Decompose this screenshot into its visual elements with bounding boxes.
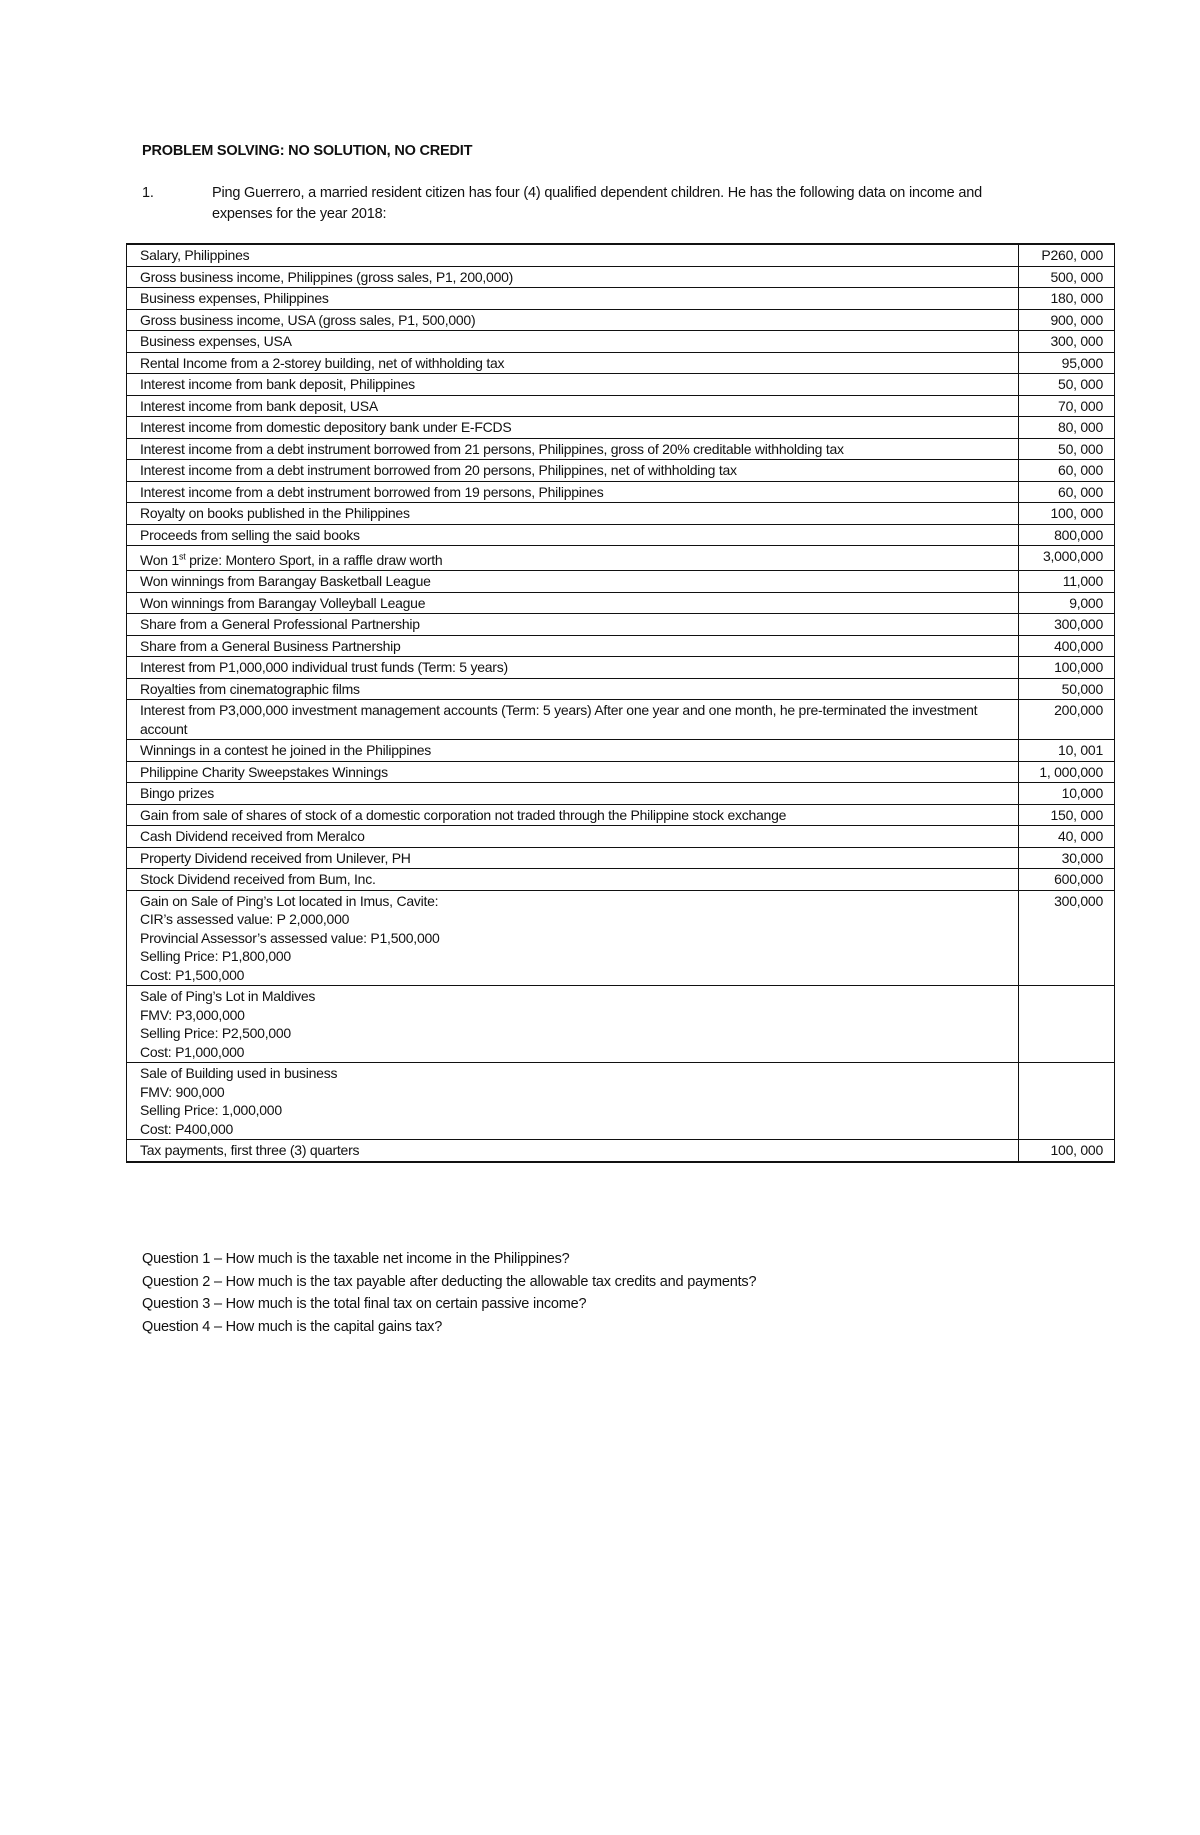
row-label-cell — [127, 700, 1019, 740]
row-label: Business expenses, Philippines — [140, 290, 329, 306]
income-expense-table — [126, 243, 1115, 1163]
table-row — [127, 804, 1115, 826]
question-4: Question 4 – How much is the capital gains tax? — [142, 1318, 443, 1335]
table-row — [127, 592, 1115, 614]
row-label-cell — [127, 571, 1019, 593]
table-row — [127, 635, 1115, 657]
problem-item — [142, 183, 1022, 225]
row-label-cell — [127, 635, 1019, 657]
table-row — [127, 374, 1115, 396]
row-amount: 100, 000 — [1019, 503, 1115, 525]
row-label-cell — [127, 1063, 1019, 1140]
row-amount: 70, 000 — [1019, 395, 1115, 417]
row-detail-line: Provincial Assessor’s assessed value: P1,500,000 — [140, 929, 440, 946]
row-amount — [1019, 1063, 1115, 1140]
row-amount: 50, 000 — [1019, 438, 1115, 460]
row-amount: 300, 000 — [1019, 331, 1115, 353]
table-row — [127, 309, 1115, 331]
row-label: Won winnings from Barangay Basketball League — [140, 573, 431, 590]
row-label-cell — [127, 460, 1019, 482]
row-amount: 800,000 — [1019, 524, 1115, 546]
table-row — [127, 761, 1115, 783]
row-detail-line: FMV: 900,000 — [140, 1083, 225, 1100]
row-detail-line: Cost: P1,500,000 — [140, 966, 245, 983]
row-details — [140, 910, 1014, 984]
table-row — [127, 740, 1115, 762]
row-amount: 400,000 — [1019, 635, 1115, 657]
item-text: Ping Guerrero, a married resident citizen has four (4) qualified dependent children. He has the following data on income and expenses for the year 2018: — [212, 185, 982, 222]
item-number: 1. — [142, 185, 154, 201]
row-label: Interest income from a debt instrument borrowed from 19 persons, Philippines — [140, 483, 604, 500]
row-label: Salary, Philippines — [140, 247, 250, 263]
row-amount: 3,000,000 — [1019, 546, 1115, 571]
row-details — [140, 1083, 1014, 1139]
row-label-cell — [127, 417, 1019, 439]
row-label: Interest income from bank deposit, USA — [140, 397, 378, 414]
row-label-cell — [127, 592, 1019, 614]
table-row — [127, 417, 1115, 439]
table-row — [127, 481, 1115, 503]
row-amount: 95,000 — [1019, 352, 1115, 374]
row-label: Gain on Sale of Ping’s Lot located in Imus, Cavite: — [140, 892, 439, 909]
question-2: Question 2 – How much is the tax payable after deducting the allowable tax credits and payments? — [142, 1273, 757, 1290]
row-label: Gross business income, Philippines (gross sales, P1, 200,000) — [140, 268, 514, 285]
row-label-cell — [127, 395, 1019, 417]
row-label-cell — [127, 331, 1019, 353]
row-label-cell — [127, 657, 1019, 679]
row-label-cell — [127, 847, 1019, 869]
row-amount: 500, 000 — [1019, 266, 1115, 288]
row-label: Interest income from a debt instrument borrowed from 21 persons, Philippines, gross of 20% creditable withholding tax — [140, 440, 844, 457]
row-amount: 60, 000 — [1019, 481, 1115, 503]
question-1: Question 1 – How much is the taxable net income in the Philippines? — [142, 1251, 570, 1267]
row-label: Sale of Building used in business — [140, 1065, 338, 1082]
row-label: Share from a General Professional Partnership — [140, 616, 420, 633]
table-row — [127, 1063, 1115, 1140]
row-amount — [1019, 986, 1115, 1063]
row-amount: 60, 000 — [1019, 460, 1115, 482]
table-row — [127, 331, 1115, 353]
questions-list — [142, 1248, 756, 1338]
row-label: Bingo prizes — [140, 785, 215, 802]
row-label: Interest from P3,000,000 investment management accounts (Term: 5 years) After one year and one month, he pre-terminated the investment account — [140, 702, 978, 737]
row-amount: 1, 000,000 — [1019, 761, 1115, 783]
table-row — [127, 395, 1115, 417]
row-amount: 9,000 — [1019, 592, 1115, 614]
table-row — [127, 614, 1115, 636]
row-amount: 10, 001 — [1019, 740, 1115, 762]
row-label: Business expenses, USA — [140, 333, 292, 349]
row-label: Share from a General Business Partnership — [140, 637, 401, 654]
table-row — [127, 986, 1115, 1063]
row-amount: 10,000 — [1019, 783, 1115, 805]
row-label-cell — [127, 503, 1019, 525]
row-label: Sale of Ping’s Lot in Maldives — [140, 988, 316, 1005]
row-amount: 200,000 — [1019, 700, 1115, 740]
row-amount: 100,000 — [1019, 657, 1115, 679]
row-label-cell — [127, 1140, 1019, 1162]
row-label-cell — [127, 986, 1019, 1063]
row-label: Royalty on books published in the Philippines — [140, 505, 410, 521]
row-amount: 80, 000 — [1019, 417, 1115, 439]
row-label-cell — [127, 546, 1019, 571]
row-label-cell — [127, 309, 1019, 331]
row-amount: 100, 000 — [1019, 1140, 1115, 1162]
row-amount: 300,000 — [1019, 614, 1115, 636]
row-detail-line: Selling Price: 1,000,000 — [140, 1102, 282, 1119]
row-amount: 11,000 — [1019, 571, 1115, 593]
row-amount: 600,000 — [1019, 869, 1115, 891]
table-row — [127, 890, 1115, 986]
row-label-cell — [127, 761, 1019, 783]
row-label-cell — [127, 352, 1019, 374]
row-label-cell — [127, 783, 1019, 805]
row-detail-line: FMV: P3,000,000 — [140, 1006, 245, 1023]
row-amount: 900, 000 — [1019, 309, 1115, 331]
row-label: Interest income from a debt instrument borrowed from 20 persons, Philippines, net of withholding tax — [140, 462, 737, 478]
row-detail-line: Cost: P1,000,000 — [140, 1043, 245, 1060]
row-label-cell — [127, 614, 1019, 636]
row-label: Interest income from bank deposit, Philippines — [140, 376, 415, 392]
row-label-cell — [127, 869, 1019, 891]
row-label: Winnings in a contest he joined in the Philippines — [140, 742, 432, 759]
row-label-cell — [127, 288, 1019, 310]
row-label-cell — [127, 826, 1019, 848]
table-row — [127, 826, 1115, 848]
row-label: Interest from P1,000,000 individual trust funds (Term: 5 years) — [140, 659, 508, 676]
table-row — [127, 1140, 1115, 1162]
row-detail-line: Cost: P400,000 — [140, 1120, 234, 1137]
row-label: Tax payments, first three (3) quarters — [140, 1142, 360, 1159]
row-label-cell — [127, 890, 1019, 986]
table-row — [127, 678, 1115, 700]
row-detail-line: Selling Price: P1,800,000 — [140, 948, 291, 965]
row-label-cell — [127, 266, 1019, 288]
row-label-cell — [127, 374, 1019, 396]
row-detail-line: Selling Price: P2,500,000 — [140, 1025, 291, 1042]
row-label: Won winnings from Barangay Volleyball League — [140, 594, 426, 611]
row-label: Stock Dividend received from Bum, Inc. — [140, 871, 376, 888]
table-row — [127, 266, 1115, 288]
ordinal-suffix: st — [178, 551, 186, 561]
row-amount: 300,000 — [1019, 890, 1115, 986]
question-3: Question 3 – How much is the total final tax on certain passive income? — [142, 1296, 587, 1312]
row-amount: P260, 000 — [1019, 244, 1115, 266]
row-label: Philippine Charity Sweepstakes Winnings — [140, 763, 388, 780]
row-label-cell — [127, 481, 1019, 503]
table-row — [127, 288, 1115, 310]
table-row — [127, 244, 1115, 266]
row-label: Royalties from cinematographic films — [140, 680, 360, 697]
row-label: Interest income from domestic depository bank under E-FCDS — [140, 419, 512, 435]
table-row — [127, 847, 1115, 869]
table-row — [127, 503, 1115, 525]
row-label-cell — [127, 740, 1019, 762]
table-row — [127, 546, 1115, 571]
table-row — [127, 700, 1115, 740]
row-detail-line: CIR’s assessed value: P 2,000,000 — [140, 911, 350, 928]
row-amount: 150, 000 — [1019, 804, 1115, 826]
row-label-cell — [127, 804, 1019, 826]
row-amount: 50,000 — [1019, 678, 1115, 700]
table-row — [127, 460, 1115, 482]
row-amount: 30,000 — [1019, 847, 1115, 869]
row-label-cell — [127, 524, 1019, 546]
row-label: Proceeds from selling the said books — [140, 526, 360, 543]
table-row — [127, 524, 1115, 546]
row-label: Rental Income from a 2-storey building, net of withholding tax — [140, 354, 505, 371]
row-details — [140, 1006, 1014, 1062]
row-label: Property Dividend received from Unilever, PH — [140, 849, 411, 866]
row-amount: 50, 000 — [1019, 374, 1115, 396]
row-amount: 40, 000 — [1019, 826, 1115, 848]
table-row — [127, 657, 1115, 679]
row-label-cell — [127, 678, 1019, 700]
table-row — [127, 352, 1115, 374]
table-row — [127, 783, 1115, 805]
problem-heading: PROBLEM SOLVING: NO SOLUTION, NO CREDIT — [142, 143, 473, 159]
row-label: Gross business income, USA (gross sales, P1, 500,000) — [140, 311, 476, 328]
table-row — [127, 869, 1115, 891]
table-row — [127, 438, 1115, 460]
row-label-cell — [127, 244, 1019, 266]
row-amount: 180, 000 — [1019, 288, 1115, 310]
table-row — [127, 571, 1115, 593]
row-label: Won 1st prize: Montero Sport, in a raffle draw worth — [140, 551, 443, 568]
row-label: Cash Dividend received from Meralco — [140, 828, 365, 845]
row-label: Gain from sale of shares of stock of a domestic corporation not traded through the Philippine stock exchange — [140, 806, 787, 823]
row-label-cell — [127, 438, 1019, 460]
